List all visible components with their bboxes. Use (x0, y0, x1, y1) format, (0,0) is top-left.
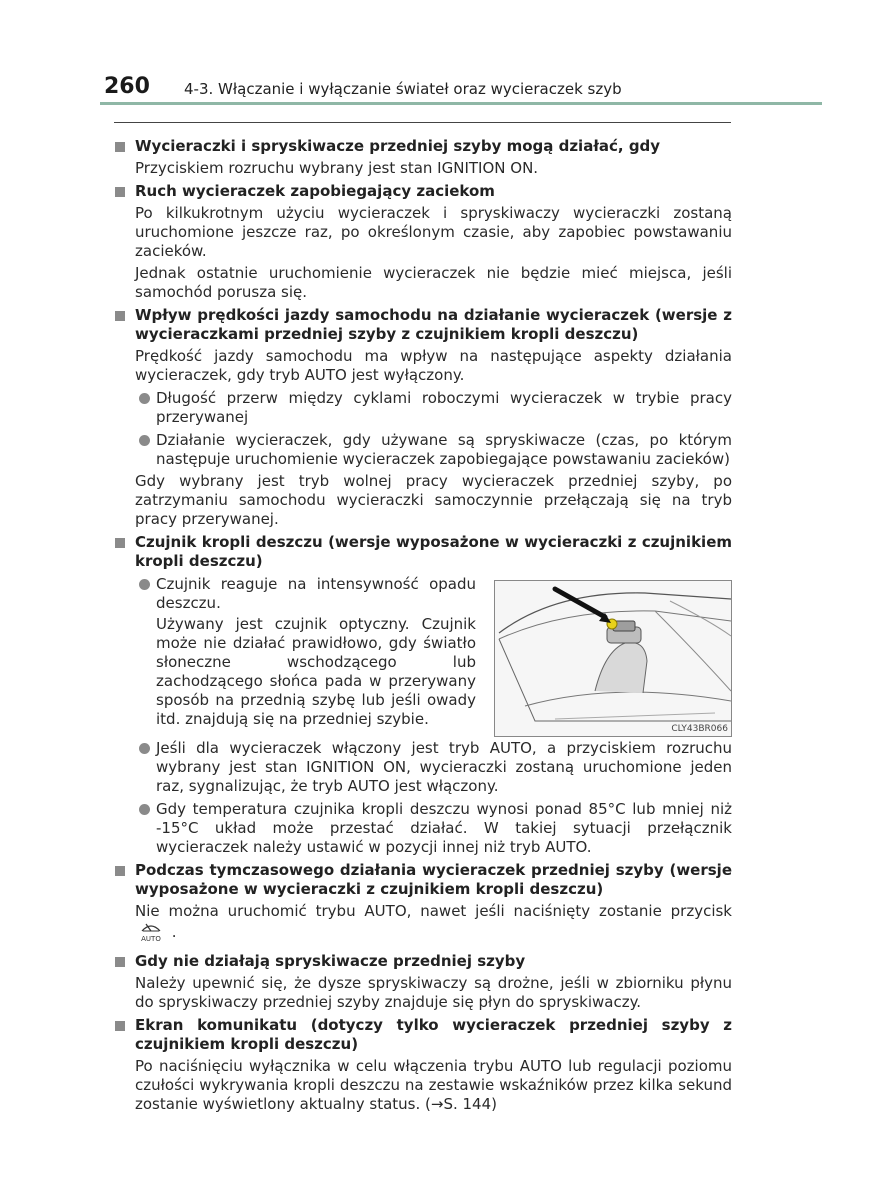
list-item: Czujnik reaguje na intensywność opadu deszczu. (114, 575, 476, 613)
paragraph: Po kilkukrotnym użyciu wycieraczek i spryskiwaczy wycieraczki zostaną uruchomione jeszcze raz, po określonym czasie, aby zapobiec powstawaniu zacieków. (135, 204, 732, 260)
round-bullet-icon (139, 393, 150, 404)
section-message-display (114, 1016, 732, 1114)
square-bullet-icon (115, 142, 125, 152)
chapter-title: 4-3. Włączanie i wyłączanie świateł oraz wycieraczek szyb (184, 80, 622, 98)
list-item: Działanie wycieraczek, gdy używane są spryskiwacze (czas, po którym następuje uruchomienie wycieraczek zapobiegające powstawaniu zacieków) (114, 431, 732, 469)
section-heading: Czujnik kropli deszczu (wersje wyposażone w wycieraczki z czujnikiem kropli deszczu) (114, 533, 732, 571)
section-heading: Gdy nie działają spryskiwacze przedniej szyby (114, 952, 732, 971)
content-top-rule (114, 122, 731, 123)
section-temporary-wiper-operation (114, 861, 732, 948)
section-rain-sensor (114, 533, 732, 857)
round-bullet-icon (139, 743, 150, 754)
paragraph: Prędkość jazdy samochodu ma wpływ na następujące aspekty działania wycieraczek, gdy tryb AUTO jest wyłączony. (135, 347, 732, 384)
section-vehicle-speed-effect (114, 306, 732, 529)
section-heading: Wycieraczki i spryskiwacze przedniej szyby mogą działać, gdy (114, 137, 732, 156)
paragraph: Należy upewnić się, że dysze spryskiwaczy są drożne, jeśli w zbiorniku płynu do spryskiwaczy przedniej szyby znajduje się płyn do spryskiwaczy. (135, 974, 732, 1011)
paragraph: Przyciskiem rozruchu wybrany jest stan IGNITION ON. (135, 159, 539, 177)
square-bullet-icon (115, 187, 125, 197)
square-bullet-icon (115, 866, 125, 876)
page-number: 260 (104, 74, 150, 99)
figure-block (114, 575, 732, 735)
list-item: Długość przerw między cyklami roboczymi wycieraczek w trybie pracy przerywanej (114, 389, 732, 427)
round-bullet-icon (139, 804, 150, 815)
paragraph: Po naciśnięciu wyłącznika w celu włączenia trybu AUTO lub regulacji poziomu czułości wykrywania kropli deszczu na zestawie wskaźników przez kilka sekund zostanie wyświetlony aktualny status. (→S. 144) (135, 1057, 732, 1113)
list-item: Jeśli dla wycieraczek włączony jest tryb AUTO, a przyciskiem rozruchu wybrany jest stan IGNITION ON, wycieraczki zostaną uruchomione jeden raz, sygnalizując, że tryb AUTO jest włączony. (114, 739, 732, 796)
figure-code: CLY43BR066 (671, 724, 728, 734)
header-rule (100, 102, 822, 105)
paragraph: Jednak ostatnie uruchomienie wycieraczek nie będzie mieć miejsca, jeśli samochód porusza się. (135, 264, 732, 301)
rain-sensor-illustration (494, 580, 732, 737)
round-bullet-icon (139, 435, 150, 446)
page-content (114, 133, 732, 1114)
auto-wiper-button-icon (137, 921, 165, 948)
auto-icon-label: AUTO (141, 935, 161, 943)
section-wipers-operation-conditions (114, 137, 732, 178)
section-heading: Ruch wycieraczek zapobiegający zaciekom (114, 182, 732, 201)
section-washers-not-working (114, 952, 732, 1012)
square-bullet-icon (115, 311, 125, 321)
square-bullet-icon (115, 957, 125, 967)
square-bullet-icon (115, 1021, 125, 1031)
section-anti-drip-wiping (114, 182, 732, 302)
windshield-sensor-drawing (495, 581, 731, 736)
paragraph: Gdy wybrany jest tryb wolnej pracy wycieraczek przedniej szyby, po zatrzymaniu samochodu wycieraczki samoczynnie przełączają się na tryb pracy przerywanej. (135, 472, 732, 528)
list-item-continuation: Używany jest czujnik optyczny. Czujnik może nie działać prawidłowo, gdy światło słoneczne wschodzącego lub zachodzącego słońca pada w przerywany sposób na przednią szybę lub jeśli owady itd. znajdują się na przedniej szybie. (156, 615, 476, 728)
list-item: Gdy temperatura czujnika kropli deszczu wynosi ponad 85°C lub mniej niż -15°C układ może przestać działać. W takiej sytuacji przełącznik wycieraczek należy ustawić w pozycji innej niż tryb AUTO. (114, 800, 732, 857)
round-bullet-icon (139, 579, 150, 590)
paragraph: Nie można uruchomić trybu AUTO, nawet jeśli naciśnięty zostanie przycisk AUTO . (114, 902, 732, 948)
section-heading: Wpływ prędkości jazdy samochodu na działanie wycieraczek (wersje z wycieraczkami przedniej szyby z czujnikiem kropli deszczu) (114, 306, 732, 344)
section-heading: Ekran komunikatu (dotyczy tylko wycieraczek przedniej szyby z czujnikiem kropli deszczu) (114, 1016, 732, 1054)
square-bullet-icon (115, 538, 125, 548)
section-heading: Podczas tymczasowego działania wycieraczek przedniej szyby (wersje wyposażone w wycieraczki z czujnikiem kropli deszczu) (114, 861, 732, 899)
